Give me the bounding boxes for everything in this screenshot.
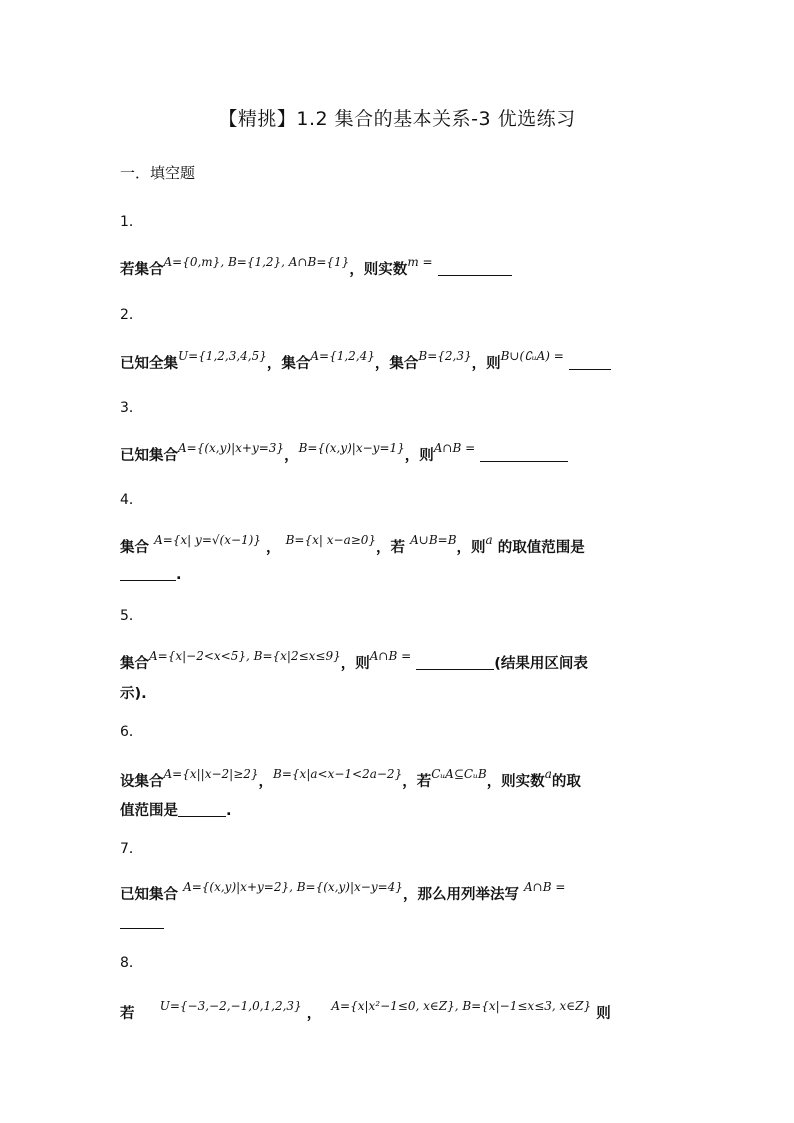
- q7-text: ，那么用列举法写: [402, 887, 519, 903]
- q5-math: A∩B =: [369, 649, 412, 663]
- question-8-number: 8．: [120, 955, 143, 971]
- q6-math: B={x|a<x−1<2a−2}: [273, 767, 403, 781]
- question-6-number: 6．: [120, 724, 143, 740]
- question-6-continued: [120, 799, 232, 820]
- q3-math: A={(x,y)|x+y=3}: [178, 441, 285, 455]
- question-8: [120, 999, 676, 1023]
- q2-math: A={1,2,4}: [310, 349, 375, 363]
- q1-text: ，则实数: [349, 262, 408, 278]
- q1-math: m =: [407, 255, 433, 269]
- q6-text: .: [226, 803, 232, 819]
- q6-text: 的取: [551, 774, 581, 790]
- q6-math: a: [544, 767, 552, 781]
- section-heading: 一．填空题: [120, 164, 196, 182]
- question-5: [120, 649, 676, 673]
- q4-text: ，若: [376, 540, 406, 556]
- q5-math: A={x|−2<x<5}, B={x|2≤x≤9}: [149, 649, 341, 663]
- q5-text: 集合: [120, 656, 149, 672]
- q8-text: 则: [596, 1006, 611, 1022]
- q3-text: ，则: [404, 448, 434, 464]
- q4-math: a: [485, 533, 493, 547]
- question-4: [120, 533, 676, 557]
- question-7-continued: [120, 914, 164, 931]
- q5-text: (结果用区间表: [494, 656, 588, 672]
- q6-text: ，若: [402, 774, 432, 790]
- q4-text: .: [176, 567, 182, 583]
- q6-math: A={x||x−2|≥2}: [163, 767, 259, 781]
- q2-math: B={2,3}: [418, 349, 472, 363]
- question-5-number: 5．: [120, 608, 143, 624]
- q4-text: ，: [266, 540, 281, 556]
- q5-text: ，则: [340, 656, 370, 672]
- q4-math: A∪B=B: [410, 533, 457, 547]
- answer-blank[interactable]: [569, 355, 611, 370]
- answer-blank[interactable]: [438, 261, 512, 276]
- answer-blank[interactable]: [480, 447, 568, 462]
- question-3-number: 3．: [120, 400, 143, 416]
- q3-math: A∩B =: [433, 441, 476, 455]
- q8-math: U={−3,−2,−1,0,1,2,3}: [159, 999, 302, 1013]
- answer-blank[interactable]: [120, 566, 176, 581]
- q4-text: ，则: [456, 540, 486, 556]
- question-4-continued: [120, 566, 182, 583]
- q6-text: ，则实数: [486, 774, 545, 790]
- q1-math: A={0,m}, B={1,2}, A∩B={1}: [163, 255, 350, 269]
- q8-math: A={x|x²−1≤0, x∈Z}, B={x|−1≤x≤3, x∈Z}: [331, 999, 592, 1013]
- question-2-number: 2．: [120, 307, 143, 323]
- question-1-number: 1．: [120, 214, 143, 230]
- answer-blank[interactable]: [178, 802, 226, 817]
- q3-text: ，: [284, 448, 299, 464]
- q2-text: ，集合: [374, 356, 419, 372]
- q2-text: ，集合: [266, 356, 311, 372]
- q4-math: B={x| x−a≥0}: [285, 533, 377, 547]
- q3-text: 已知集合: [120, 448, 178, 464]
- q8-text: ，: [306, 1006, 322, 1022]
- question-3: [120, 441, 676, 465]
- q3-math: B={(x,y)|x−y=1}: [298, 441, 405, 455]
- q2-text: ，则: [471, 356, 501, 372]
- question-1: [120, 255, 676, 279]
- q4-text: 的取值范围是: [497, 540, 585, 556]
- q4-text: 集合: [120, 540, 149, 556]
- q2-math: U={1,2,3,4,5}: [178, 349, 267, 363]
- q2-text: 已知全集: [120, 356, 178, 372]
- page-title: 【精挑】1.2 集合的基本关系-3 优选练习: [218, 108, 576, 130]
- question-6: [120, 767, 676, 791]
- question-7-number: 7．: [120, 841, 143, 857]
- question-4-number: 4．: [120, 492, 143, 508]
- q6-math: CᵤA⊆CᵤB: [431, 767, 487, 781]
- q6-text: ，: [258, 774, 274, 790]
- q7-math: A={(x,y)|x+y=2}, B={(x,y)|x−y=4}: [183, 880, 403, 894]
- question-5-continued: 示).: [120, 686, 147, 702]
- q6-text: 设集合: [120, 774, 164, 790]
- q1-text: 若集合: [120, 262, 164, 278]
- answer-blank[interactable]: [416, 655, 494, 670]
- question-2: [120, 349, 676, 373]
- question-7: [120, 880, 676, 904]
- q2-math: B∪(∁ᵤA) =: [500, 349, 564, 363]
- q4-math: A={x| y=√(x−1)}: [154, 533, 261, 547]
- answer-blank[interactable]: [120, 914, 164, 929]
- q7-math: A∩B =: [524, 880, 566, 894]
- q8-text: 若: [120, 1006, 135, 1022]
- q7-text: 已知集合: [120, 887, 178, 903]
- q6-text: 值范围是: [120, 803, 178, 819]
